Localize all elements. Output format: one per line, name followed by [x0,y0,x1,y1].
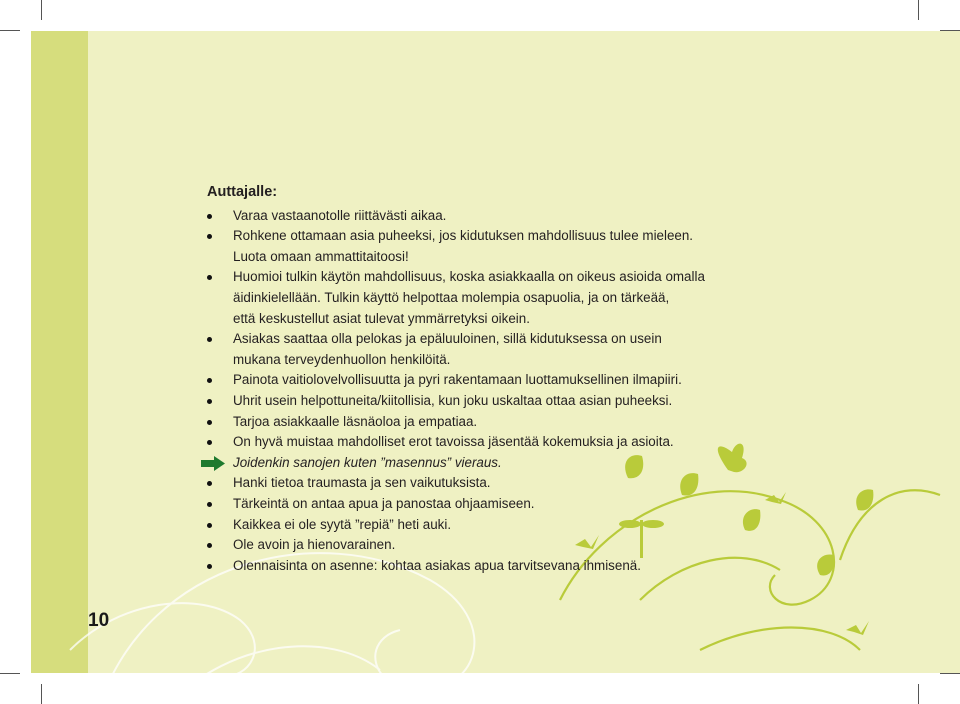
list-item [207,432,807,453]
list-item [207,267,807,288]
list-item-text: Joidenkin sanojen kuten ”masennus” vieraus. [233,454,502,470]
list-item-text: Varaa vastaanotolle riittävästi aikaa. [233,207,447,223]
bullet-icon [207,420,212,425]
bullet-icon [207,234,212,239]
list-item [207,494,807,515]
list-item [207,535,807,556]
list-item [207,453,807,474]
list-item [207,206,807,227]
bullet-icon [207,543,212,548]
list-item-text: Rohkene ottamaan asia puheeksi, jos kidutuksen mahdollisuus tulee mieleen. [233,228,694,244]
bullet-icon [207,275,212,280]
list-item-text: Ole avoin ja hienovarainen. [233,537,396,553]
bullet-icon [207,214,212,219]
list-item-text: Hanki tietoa traumasta ja sen vaikutuksista. [233,475,491,491]
bullet-icon [207,481,212,486]
bird-icon [846,621,869,635]
guideline-list [207,206,807,577]
list-item [207,309,807,330]
list-item [207,329,807,350]
list-item [207,350,807,371]
list-item-text: Luota omaan ammattitaitoosi! [233,248,409,264]
list-item [207,556,807,577]
section-heading: Auttajalle: [207,184,278,200]
bullet-icon [207,440,212,445]
bullet-icon [207,502,212,507]
bullet-icon [207,399,212,404]
list-item-text: Huomioi tulkin käytön mahdollisuus, koska asiakkaalla on oikeus asioida omalla [233,269,705,285]
bullet-icon [207,378,212,383]
list-item-text: Olennaisinta on asenne: kohtaa asiakas apua tarvitsevana ihmisenä. [233,557,641,573]
bullet-icon [207,523,212,528]
list-item [207,473,807,494]
list-item-text: Tärkeintä on antaa apua ja panostaa ohjaamiseen. [233,495,535,511]
list-item [207,370,807,391]
list-item-text: On hyvä muistaa mahdolliset erot tavoissa jäsentää kokemuksia ja asioita. [233,434,674,450]
list-item-text: Tarjoa asiakkaalle läsnäoloa ja empatiaa. [233,413,478,429]
helper-guidelines [207,182,807,576]
arrow-right-icon [201,456,225,471]
list-item [207,247,807,268]
list-item [207,412,807,433]
list-item [207,515,807,536]
list-item [207,226,807,247]
list-item-text: että keskustellut asiat tulevat ymmärretyksi oikein. [233,310,530,326]
list-item [207,391,807,412]
list-item-text: Painota vaitiolovelvollisuutta ja pyri rakentamaan luottamuksellinen ilmapiiri. [233,372,682,388]
page-number: 10 [88,610,110,631]
bullet-icon [207,564,212,569]
list-item-text: Uhrit usein helpottuneita/kiitollisia, kun joku uskaltaa ottaa asian puheeksi. [233,392,673,408]
list-item-text: Asiakas saattaa olla pelokas ja epäluuloinen, sillä kidutuksessa on usein [233,331,662,347]
bullet-icon [207,337,212,342]
list-item-text: mukana terveydenhuollon henkilöitä. [233,351,451,367]
list-item-text: äidinkielellään. Tulkin käyttö helpottaa molempia osapuolia, ja on tärkeää, [233,289,670,305]
list-item-text: Kaikkea ei ole syytä ”repiä” heti auki. [233,516,452,532]
list-item [207,288,807,309]
